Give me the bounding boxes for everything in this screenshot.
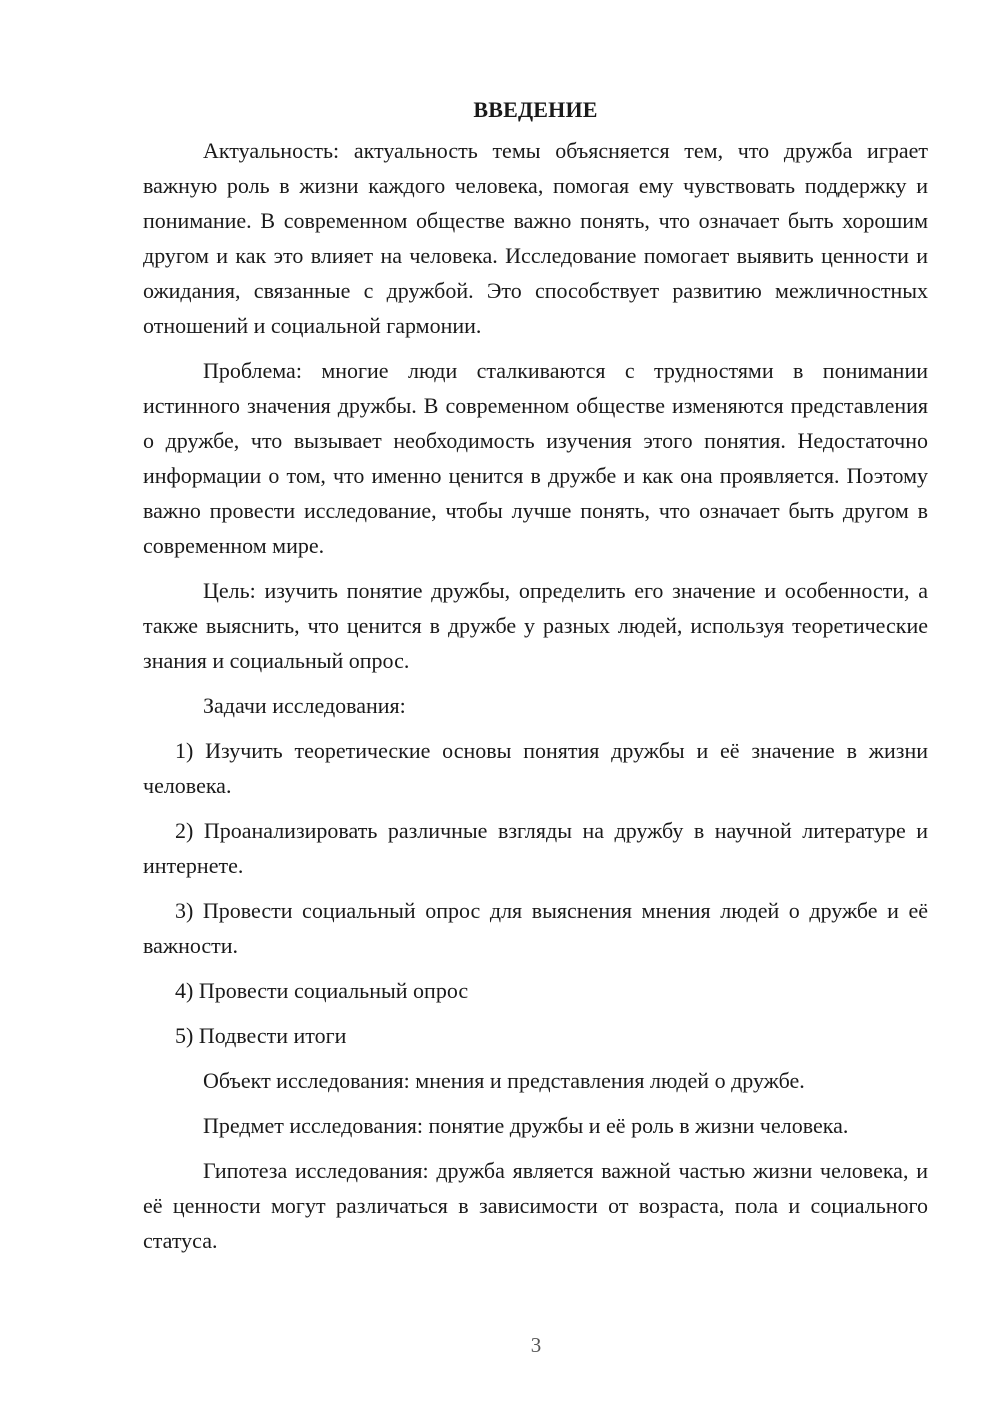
paragraph-hypothesis: Гипотеза исследования: дружба является важной частью жизни человека, и её ценности могут различаться в зависимости от возраста, пола и социального статуса. (143, 1158, 928, 1253)
section-title: ВВЕДЕНИЕ (473, 97, 598, 122)
paragraph-goal: Цель: изучить понятие дружбы, определить его значение и особенности, а также выяснить, что ценится в дружбе у разных людей, используя теоретические знания и социальный опрос. (143, 578, 928, 673)
task-item-5: 5) Подвести итоги (175, 1023, 347, 1048)
task-item-2: 2) Проанализировать различные взгляды на дружбу в научной литературе и интернете. (143, 818, 928, 878)
task-item-4: 4) Провести социальный опрос (175, 978, 469, 1003)
page-number: 3 (530, 1333, 542, 1357)
tasks-list (143, 733, 928, 1053)
task-item-1: 1) Изучить теоретические основы понятия дружбы и её значение в жизни человека. (143, 738, 928, 798)
task-item-3: 3) Провести социальный опрос для выяснения мнения людей о дружбе и её важности. (143, 898, 928, 958)
page-content (143, 92, 928, 1268)
paragraph-object: Объект исследования: мнения и представления людей о дружбе. (203, 1068, 805, 1093)
paragraph-subject: Предмет исследования: понятие дружбы и её роль в жизни человека. (203, 1113, 849, 1138)
tasks-label: Задачи исследования: (203, 693, 406, 718)
paragraph-problem: Проблема: многие люди сталкиваются с трудностями в понимании истинного значения дружбы. В современном обществе изменяются представления о дружбе, что вызывает необходимость изучения этого понятия. Недостаточно информации о том, что именно ценится в дружбе и как она проявляется. Поэтому важно провести исследование, чтобы лучше понять, что означает быть другом в современном мире. (143, 358, 928, 558)
paragraph-relevance: Актуальность: актуальность темы объясняется тем, что дружба играет важную роль в жизни каждого человека, помогая ему чувствовать поддержку и понимание. В современном обществе важно понять, что означает быть хорошим другом и как это влияет на человека. Исследование помогает выявить ценности и ожидания, связанные с дружбой. Это способствует развитию межличностных отношений и социальной гармонии. (143, 138, 928, 338)
